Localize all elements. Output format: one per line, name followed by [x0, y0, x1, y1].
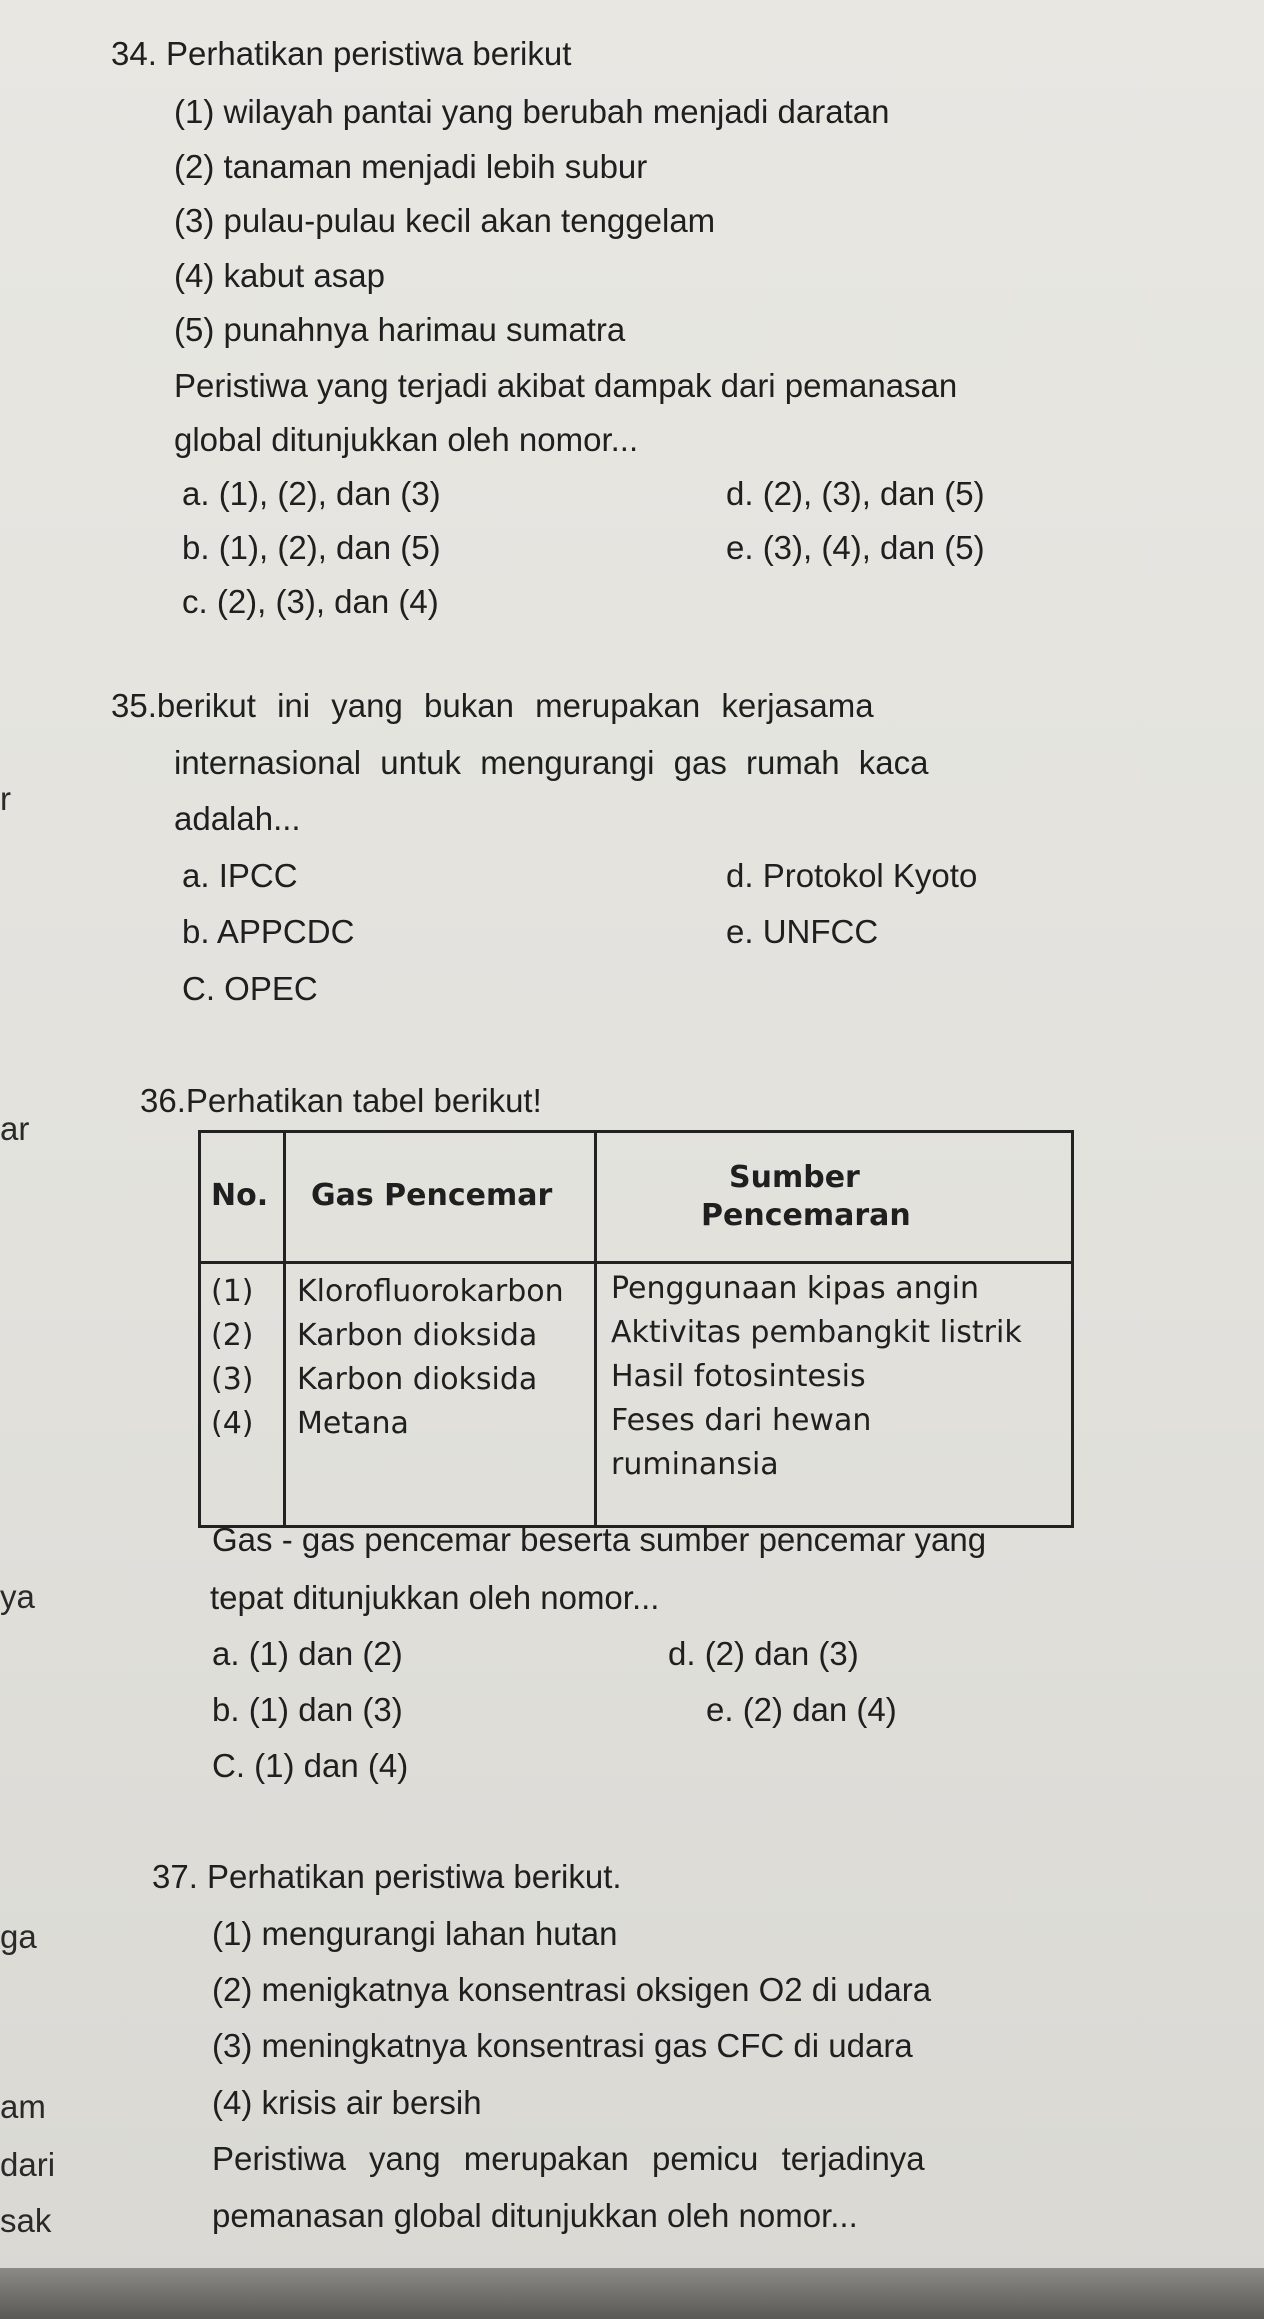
- margin-fragment: ya: [0, 1578, 35, 1615]
- q34-item-1: (1) wilayah pantai yang berubah menjadi daratan: [174, 93, 890, 130]
- q34-item-3: (3) pulau-pulau kecil akan tenggelam: [174, 202, 716, 239]
- margin-fragment: dari: [0, 2146, 56, 2183]
- q36-option-d: d. (2) dan (3): [668, 1635, 859, 1672]
- q34-option-b: b. (1), (2), dan (5): [182, 529, 441, 566]
- header-sumber-line1: Sumber: [729, 1160, 860, 1195]
- page-bottom-shadow: [0, 2268, 1264, 2319]
- table-row-3-sumber: Hasil fotosintesis: [611, 1359, 866, 1394]
- column-divider-2: [594, 1133, 597, 1525]
- header-gas: Gas Pencemar: [311, 1178, 553, 1213]
- q36-option-e: e. (2) dan (4): [706, 1691, 897, 1728]
- q34-option-d: d. (2), (3), dan (5): [726, 475, 985, 512]
- q37-item-2: (2) menigkatnya konsentrasi oksigen O2 di udara: [212, 1971, 932, 2008]
- header-sumber-line2: Pencemaran: [701, 1198, 911, 1233]
- header-no: No.: [211, 1178, 269, 1213]
- q36-option-b: b. (1) dan (3): [212, 1691, 403, 1728]
- pollutant-table: [198, 1130, 1074, 1528]
- q34-title: 34. Perhatikan peristiwa berikut: [111, 35, 572, 72]
- margin-fragment: r: [0, 780, 11, 817]
- margin-fragment: am: [0, 2088, 46, 2125]
- q35-option-b: b. APPCDC: [182, 913, 355, 950]
- table-row-1-sumber: Penggunaan kipas angin: [611, 1271, 980, 1306]
- q35-line1: 35.berikut ini yang bukan merupakan kerjasama: [111, 687, 874, 724]
- q34-option-c: c. (2), (3), dan (4): [182, 583, 439, 620]
- table-row-4-sumber-cont: ruminansia: [611, 1447, 779, 1482]
- q34-item-4: (4) kabut asap: [174, 257, 385, 294]
- q34-item-5: (5) punahnya harimau sumatra: [174, 311, 626, 348]
- margin-fragment: ar: [0, 1110, 30, 1147]
- q35-option-e: e. UNFCC: [726, 913, 879, 950]
- table-row-2-no: (2): [211, 1318, 254, 1353]
- q37-prompt-line1: Peristiwa yang merupakan pemicu terjadinya: [212, 2140, 925, 2177]
- table-row-2-gas: Karbon dioksida: [297, 1318, 538, 1353]
- q35-line2: internasional untuk mengurangi gas rumah kaca: [174, 744, 929, 781]
- q35-option-d: d. Protokol Kyoto: [726, 857, 978, 894]
- table-row-1-gas: Klorofluorokarbon: [297, 1274, 564, 1309]
- q37-item-1: (1) mengurangi lahan hutan: [212, 1915, 618, 1952]
- q37-item-4: (4) krisis air bersih: [212, 2084, 482, 2121]
- q37-prompt-line2: pemanasan global ditunjukkan oleh nomor...: [212, 2197, 858, 2234]
- q34-prompt-line2: global ditunjukkan oleh nomor...: [174, 421, 639, 458]
- q36-caption-line2: tepat ditunjukkan oleh nomor...: [210, 1579, 660, 1616]
- q36-title: 36.Perhatikan tabel berikut!: [140, 1082, 542, 1119]
- q36-caption-line1: Gas - gas pencemar beserta sumber pencemar yang: [212, 1521, 987, 1558]
- table-row-3-gas: Karbon dioksida: [297, 1362, 538, 1397]
- q36-option-a: a. (1) dan (2): [212, 1635, 403, 1672]
- q36-option-c: C. (1) dan (4): [212, 1747, 409, 1784]
- table-row-4-no: (4): [211, 1406, 254, 1441]
- table-row-2-sumber: Aktivitas pembangkit listrik: [611, 1315, 1022, 1350]
- q35-line3: adalah...: [174, 800, 301, 837]
- q35-option-a: a. IPCC: [182, 857, 298, 894]
- q37-item-3: (3) meningkatnya konsentrasi gas CFC di udara: [212, 2027, 913, 2064]
- column-divider-1: [283, 1133, 286, 1525]
- table-row-4-sumber: Feses dari hewan: [611, 1403, 872, 1438]
- q35-option-c: C. OPEC: [182, 970, 318, 1007]
- table-row-1-no: (1): [211, 1274, 254, 1309]
- q37-title: 37. Perhatikan peristiwa berikut.: [152, 1858, 622, 1895]
- q34-prompt-line1: Peristiwa yang terjadi akibat dampak dari pemanasan: [174, 367, 958, 404]
- margin-fragment: sak: [0, 2202, 52, 2239]
- q34-option-a: a. (1), (2), dan (3): [182, 475, 441, 512]
- table-row-4-gas: Metana: [297, 1406, 409, 1441]
- q34-item-2: (2) tanaman menjadi lebih subur: [174, 148, 648, 185]
- q34-option-e: e. (3), (4), dan (5): [726, 529, 985, 566]
- margin-fragment: ga: [0, 1918, 37, 1955]
- table-row-3-no: (3): [211, 1362, 254, 1397]
